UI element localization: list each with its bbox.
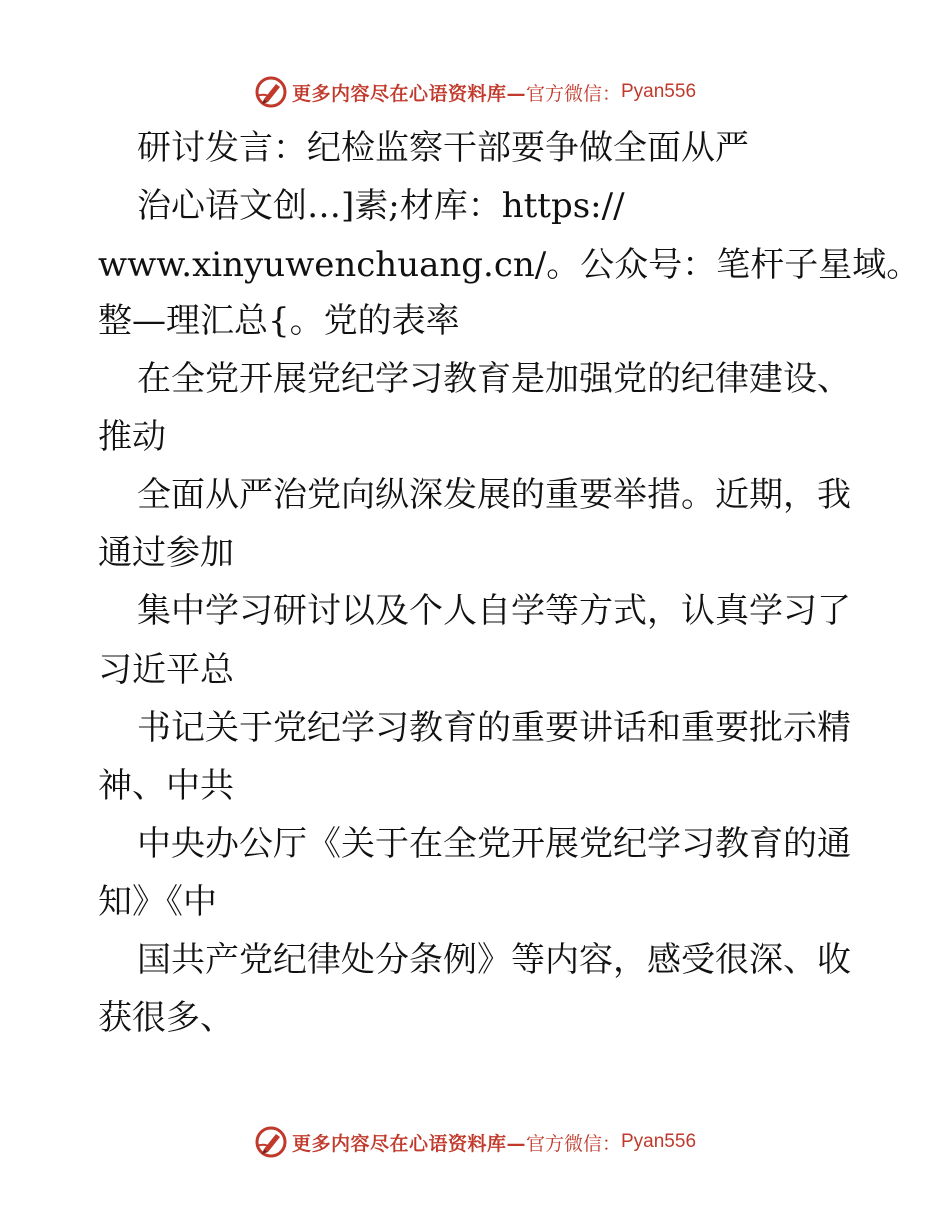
- text-line: 研讨发言：纪检监察干部要争做全面从严: [137, 128, 749, 168]
- header-wechat-label: 官方微信：: [525, 82, 621, 105]
- footer-banner: [0, 1122, 950, 1162]
- header-wechat-id: Pyan556: [621, 81, 697, 102]
- text-line: 集中学习研讨以及个人自学等方式，认真学习了: [137, 591, 851, 631]
- text-line: 神、中共: [98, 766, 234, 806]
- text-line: 书记关于党纪学习教育的重要讲话和重要批示精: [137, 708, 851, 748]
- text-line: 推动: [98, 417, 166, 457]
- text-line: 全面从严治党向纵深发展的重要举措。近期，我: [137, 475, 851, 515]
- footer-wechat-label: 官方微信：: [525, 1132, 621, 1155]
- text-line: 通过参加: [98, 533, 234, 573]
- text-line: 治心语文创…]素;材库：https://: [137, 186, 625, 226]
- pen-logo-icon: [254, 75, 288, 109]
- footer-wechat-id: Pyan556: [621, 1131, 697, 1152]
- text-line: 整—理汇总{。党的表率: [98, 301, 460, 341]
- text-line: www.xinyuwenchuang.cn/。公众号：笔杆子星域。: [98, 245, 921, 285]
- pen-logo-icon: [254, 1125, 288, 1159]
- header-banner-text: 更多内容尽在心语资料库—: [291, 82, 526, 105]
- text-line: 获很多、: [98, 998, 234, 1038]
- footer-banner-text: 更多内容尽在心语资料库—: [291, 1132, 526, 1155]
- header-banner: [0, 72, 950, 112]
- text-line: 习近平总: [98, 650, 234, 690]
- text-line: 国共产党纪律处分条例》等内容，感受很深、收: [137, 940, 851, 980]
- text-line: 中央办公厅《关于在全党开展党纪学习教育的通: [137, 824, 851, 864]
- text-line: 知》《中: [98, 882, 217, 922]
- text-line: 在全党开展党纪学习教育是加强党的纪律建设、: [137, 359, 851, 399]
